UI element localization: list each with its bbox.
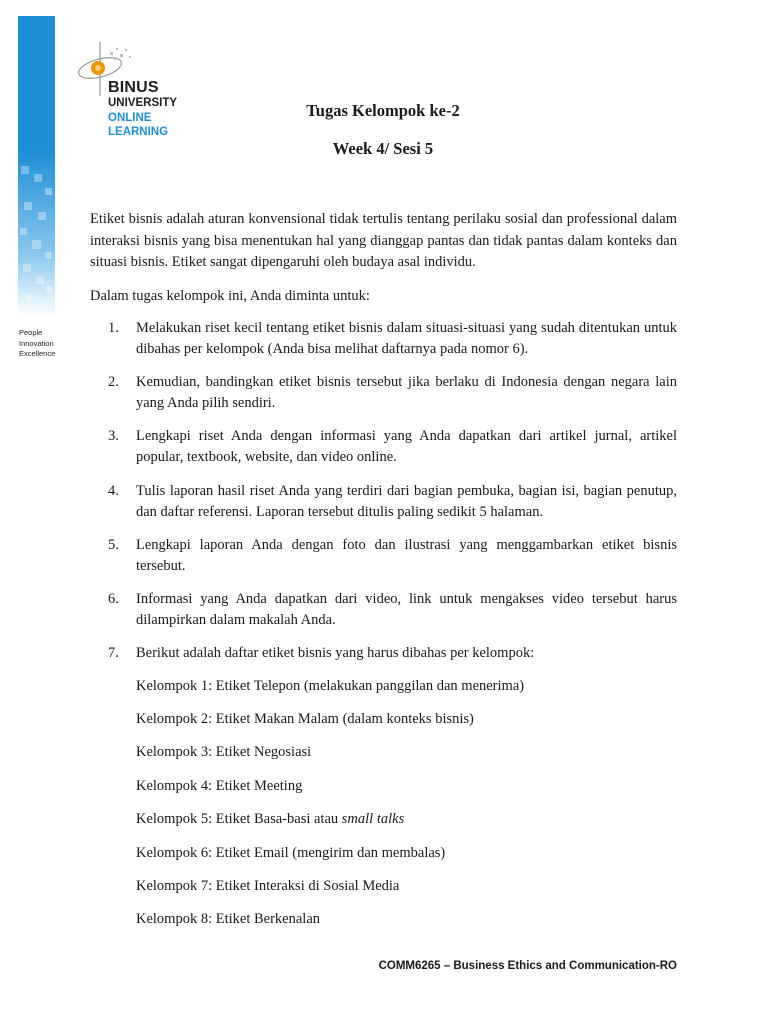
course-footer: COMM6265 – Business Ethics and Communication-RO <box>378 960 677 972</box>
tagline <box>19 328 55 360</box>
logo-university-text: UNIVERSITY <box>108 97 178 109</box>
list-item-number: 1. <box>108 320 119 336</box>
document-subtitle: Week 4/ Sesi 5 <box>332 139 434 158</box>
document-title: Tugas Kelompok ke-2 <box>306 101 460 120</box>
list-item <box>108 589 677 631</box>
list-item-number: 2. <box>108 374 119 390</box>
list-item-number: 4. <box>108 483 119 499</box>
tagline-line: People <box>19 328 43 337</box>
group-item-label: Kelompok 5: Etiket Basa-basi atau <box>136 811 342 827</box>
list-item-text: Kemudian, bandingkan etiket bisnis tersebut jika berlaku di Indonesia dengan negara lain yang Anda pilih sendiri. <box>136 374 677 411</box>
list-item-text: Berikut adalah daftar etiket bisnis yang harus dibahas per kelompok: <box>136 645 535 661</box>
intro-paragraph: Etiket bisnis adalah aturan konvensional tidak tertulis tentang perilaku sosial dan professional dalam interaksi bisnis yang bisa menentukan hal yang dianggap pantas dan tidak pantas dalam konteks dan situasi bisnis. Etiket sangat dipengaruhi oleh budaya asal individu. <box>90 211 677 270</box>
list-item-number: 3. <box>108 428 119 444</box>
group-item <box>136 809 404 830</box>
group-item: Kelompok 4: Etiket Meeting <box>136 778 303 794</box>
group-item: Kelompok 2: Etiket Makan Malam (dalam konteks bisnis) <box>136 711 474 727</box>
list-item <box>108 426 677 468</box>
list-item-text: Lengkapi riset Anda dengan informasi yang Anda dapatkan dari artikel jurnal, artikel popular, textbook, website, dan video online. <box>136 428 677 465</box>
list-item-text: Tulis laporan hasil riset Anda yang terdiri dari bagian pembuka, bagian isi, bagian penutup, dan daftar referensi. Laporan tersebut ditulis paling sedikit 5 halaman. <box>136 483 677 520</box>
list-item-text: Lengkapi laporan Anda dengan foto dan ilustrasi yang menggambarkan etiket bisnis tersebut. <box>136 537 677 574</box>
list-item-number: 7. <box>108 645 119 661</box>
list-item <box>108 481 677 523</box>
group-item: Kelompok 3: Etiket Negosiasi <box>136 744 312 760</box>
logo-learning-text: LEARNING <box>108 126 169 138</box>
tagline-line: Excellence <box>19 349 56 358</box>
instructions-lead: Dalam tugas kelompok ini, Anda diminta untuk: <box>90 288 370 304</box>
list-item <box>108 643 677 664</box>
group-item: Kelompok 8: Etiket Berkenalan <box>136 911 321 927</box>
list-item-text: Informasi yang Anda dapatkan dari video, link untuk mengakses video tersebut harus dilampirkan dalam makalah Anda. <box>136 591 677 628</box>
group-item: Kelompok 1: Etiket Telepon (melakukan panggilan dan menerima) <box>136 678 525 694</box>
tagline-line: Innovation <box>19 338 54 348</box>
list-item-number: 6. <box>108 591 119 607</box>
logo-brand-text: BINUS <box>108 79 159 96</box>
list-item <box>108 372 677 414</box>
group-item: Kelompok 7: Etiket Interaksi di Sosial Media <box>136 878 400 894</box>
list-item-number: 5. <box>108 537 119 553</box>
list-item <box>108 535 677 577</box>
logo-online-text: ONLINE <box>108 112 152 124</box>
group-item-italic: small talks <box>341 811 405 827</box>
list-item-text: Melakukan riset kecil tentang etiket bisnis dalam situasi-situasi yang sudah ditentukan untuk dibahas per kelompok (Anda bisa melihat daftarnya pada nomor 6). <box>136 320 677 357</box>
list-item <box>108 318 677 360</box>
decorative-side-strip <box>18 16 55 316</box>
group-item: Kelompok 6: Etiket Email (mengirim dan membalas) <box>136 845 446 861</box>
